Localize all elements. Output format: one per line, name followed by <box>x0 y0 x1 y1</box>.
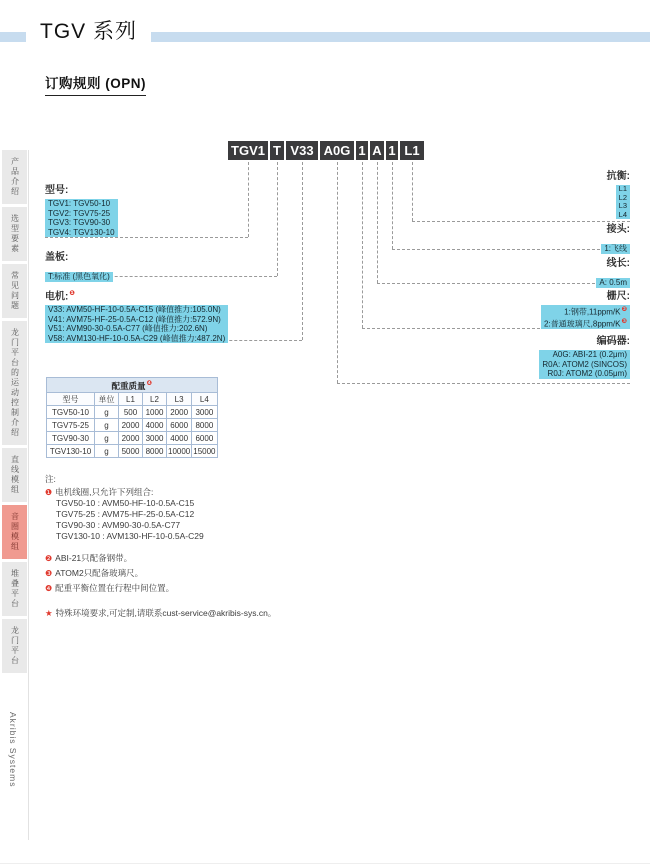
table-cell: 10000 <box>168 446 191 456</box>
table-row <box>47 432 218 445</box>
table-cell: 8000 <box>192 419 217 432</box>
note-ref-marker: ❷ <box>45 554 53 563</box>
section-options <box>539 350 630 379</box>
table-row <box>47 445 218 458</box>
table-cell: 8000 <box>143 445 167 458</box>
option-item: 2:普通玻璃尺,8ppm/K$^❸$ <box>544 318 627 329</box>
sidebar-item-6[interactable]: 堆叠平台 <box>2 562 27 616</box>
sidebar-item-2[interactable]: 常见问题 <box>2 264 27 318</box>
note-ref-marker: ❹ <box>146 379 153 387</box>
section-label: 接头: <box>606 224 630 235</box>
connector-line <box>277 162 278 276</box>
custom-service-note <box>45 608 276 619</box>
sidebar-item-5[interactable]: 音圈模组 <box>2 505 27 559</box>
option-item: V33: AVM50-HF-10-0.5A-C15 (峰值推力:105.0N) <box>48 305 221 315</box>
counterbalance-section <box>607 171 630 222</box>
option-item: V58: AVM130-HF-10-0.5A-C29 (峰值推力:487.2N) <box>48 333 226 343</box>
section-label: 型号: <box>45 185 69 196</box>
connector-line <box>337 162 338 383</box>
section-options <box>541 305 630 329</box>
sidebar-item-7[interactable]: 龙门平台 <box>2 619 27 673</box>
motor-section <box>45 288 228 346</box>
model-section <box>45 185 118 240</box>
connector-section <box>601 224 630 256</box>
sidebar-divider <box>28 150 29 840</box>
option-item: L3 <box>618 201 627 210</box>
series-title: TGV 系列 <box>26 12 151 50</box>
table-cell: 15000 <box>193 446 216 456</box>
part-segment-0: TGV1 <box>228 141 268 160</box>
section-options <box>596 278 630 288</box>
scale-section <box>541 291 630 332</box>
cover-section <box>45 252 113 284</box>
note-item: ❸ ATOM2只配备玻璃尺。 <box>45 568 144 578</box>
option-item: L4 <box>618 209 627 219</box>
connector-line <box>412 221 630 222</box>
note-ref-marker: ❷ <box>621 306 627 313</box>
table-cell: TGV90-30 <box>47 432 95 445</box>
table-header-cell: 单位 <box>95 393 119 406</box>
note-ref-marker: ❹ <box>45 584 53 593</box>
part-segment-6: 1 <box>386 141 398 160</box>
section-options <box>601 244 630 254</box>
table-header-cell: L3 <box>167 393 192 406</box>
connector-line <box>248 162 249 237</box>
section-options <box>45 199 118 237</box>
notes-section <box>45 474 276 619</box>
note-sub-line: TGV50-10 : AVM50-HF-10-0.5A-C15 <box>56 498 195 508</box>
table-cell: TGV50-10 <box>47 406 95 419</box>
option-item: TGV4: TGV130-10 <box>48 227 115 237</box>
section-label: 线长: <box>606 258 630 269</box>
option-item: R0A: ATOM2 (SINCOS) <box>542 359 627 369</box>
notes-heading: 注: <box>45 474 56 484</box>
option-item: 1:飞线 <box>604 244 627 253</box>
part-segment-1: T <box>270 141 284 160</box>
table-header-cell: L4 <box>192 393 217 406</box>
note-sub-line: TGV90-30 : AVM90-30-0.5A-C77 <box>56 520 181 530</box>
section-label: 栅尺: <box>606 291 630 302</box>
part-segment-3: A0G <box>320 141 354 160</box>
counterweight-table <box>46 377 218 458</box>
table-cell: 1000 <box>143 406 167 419</box>
option-item: V51: AVM90-30-0.5A-C77 (峰值推力:202.6N) <box>48 324 208 334</box>
option-item: L1 <box>618 184 627 193</box>
cable-length-section <box>596 258 630 290</box>
part-segment-5: A <box>370 141 384 160</box>
star-icon: ★ <box>45 608 53 618</box>
connector-line <box>377 283 630 284</box>
option-item: R0J: ATOM2 (0.05μm) <box>547 369 627 378</box>
note-sub-line: TGV130-10 : AVM130-HF-10-0.5A-C29 <box>56 531 204 541</box>
section-options <box>45 305 228 343</box>
sidebar-item-0[interactable]: 产品介绍 <box>2 150 27 204</box>
table-cell: 3000 <box>192 406 217 419</box>
table-row <box>47 406 218 419</box>
note-ref-marker: ❶ <box>45 488 53 497</box>
table-header-cell: 型号 <box>47 393 95 406</box>
sidebar-item-4[interactable]: 直线模组 <box>2 448 27 502</box>
connector-line <box>377 162 378 283</box>
section-label: 电机:$^❶$ <box>45 290 75 303</box>
encoder-section <box>539 336 630 381</box>
option-item: A: 0.5m <box>599 278 627 287</box>
note-item: ❶ 电机线圈,只允许下列组合: TGV50-10 : AVM50-HF-10-0.5A-C15 TGV75-25 : AVM75-HF-25-0.5A-C12 TGV90-30 : AVM90-30-0.5A-C77 TGV130-10 : AVM130-HF-10-0.5A-C29 <box>45 487 276 542</box>
connector-line <box>412 162 413 221</box>
table-cell: g <box>95 432 119 445</box>
table-cell: TGV130-10 <box>47 445 95 458</box>
note-ref-marker: ❸ <box>621 318 627 326</box>
sidebar-nav <box>2 150 27 676</box>
page-heading: 订购规则 (OPN) <box>45 72 146 96</box>
table-cell: 4000 <box>167 432 192 445</box>
note-list <box>45 487 276 594</box>
table-cell: 6000 <box>167 419 192 432</box>
table-cell: 2000 <box>119 432 143 445</box>
table-cell: 3000 <box>143 432 167 445</box>
part-segment-4: 1 <box>356 141 368 160</box>
note-sub-line: TGV75-25 : AVM75-HF-25-0.5A-C12 <box>56 509 195 519</box>
connector-line <box>337 383 630 384</box>
table-cell: g <box>95 445 119 458</box>
table-header-cell: L1 <box>119 393 143 406</box>
table-cell: g <box>95 419 119 432</box>
option-item: L2 <box>618 192 627 202</box>
option-item: TGV1: TGV50-10 <box>48 199 111 208</box>
part-segment-2: V33 <box>286 141 318 160</box>
table-cell: 2000 <box>119 419 143 432</box>
connector-line <box>302 162 303 340</box>
section-label: 编码器: <box>596 336 630 347</box>
note-ref-marker: ❶ <box>69 290 75 297</box>
option-item: V41: AVM75-HF-25-0.5A-C12 (峰值推力:572.9N) <box>48 314 221 324</box>
connector-line <box>362 162 363 328</box>
table-title: 配重质量$^❹$ <box>47 378 218 393</box>
brand-vertical-text: Akribis Systems <box>8 712 18 788</box>
table-cell: 500 <box>119 406 143 419</box>
table-cell: 2000 <box>167 406 192 419</box>
note-item: ❷ ABI-21只配备钢带。 <box>45 553 133 563</box>
table-cell: 4000 <box>143 419 167 432</box>
custom-service-note-text: 特殊环境要求,可定制,请联系cust-service@akribis-sys.cn。 <box>55 608 277 618</box>
connector-line <box>392 162 393 249</box>
section-options <box>45 272 113 282</box>
table-cell: 6000 <box>192 432 217 445</box>
sidebar-item-1[interactable]: 选型要素 <box>2 207 27 261</box>
table-cell: 5000 <box>119 445 143 458</box>
option-item: A0G: ABI-21 (0.2μm) <box>552 350 627 359</box>
table-cell: g <box>95 406 119 419</box>
option-item: TGV3: TGV90-30 <box>48 218 111 227</box>
section-options <box>616 185 630 219</box>
table-cell: TGV75-25 <box>47 419 95 432</box>
table-row <box>47 419 218 432</box>
section-label: 抗衡: <box>606 171 630 182</box>
table-header-cell: L2 <box>143 393 167 406</box>
note-ref-marker: ❸ <box>45 569 53 578</box>
option-item: T:标准 (黑色氧化) <box>48 272 110 281</box>
sidebar-item-3[interactable]: 龙门平台的运动控制介绍 <box>2 321 27 445</box>
connector-line <box>392 249 630 250</box>
note-item: ❹ 配重平衡位置在行程中间位置。 <box>45 583 175 593</box>
option-item: 1:钢带,11ppm/K$^❷$ <box>564 306 627 317</box>
option-item: TGV2: TGV75-25 <box>48 208 111 218</box>
part-segment-7: L1 <box>400 141 424 160</box>
section-label: 盖板: <box>45 252 69 263</box>
